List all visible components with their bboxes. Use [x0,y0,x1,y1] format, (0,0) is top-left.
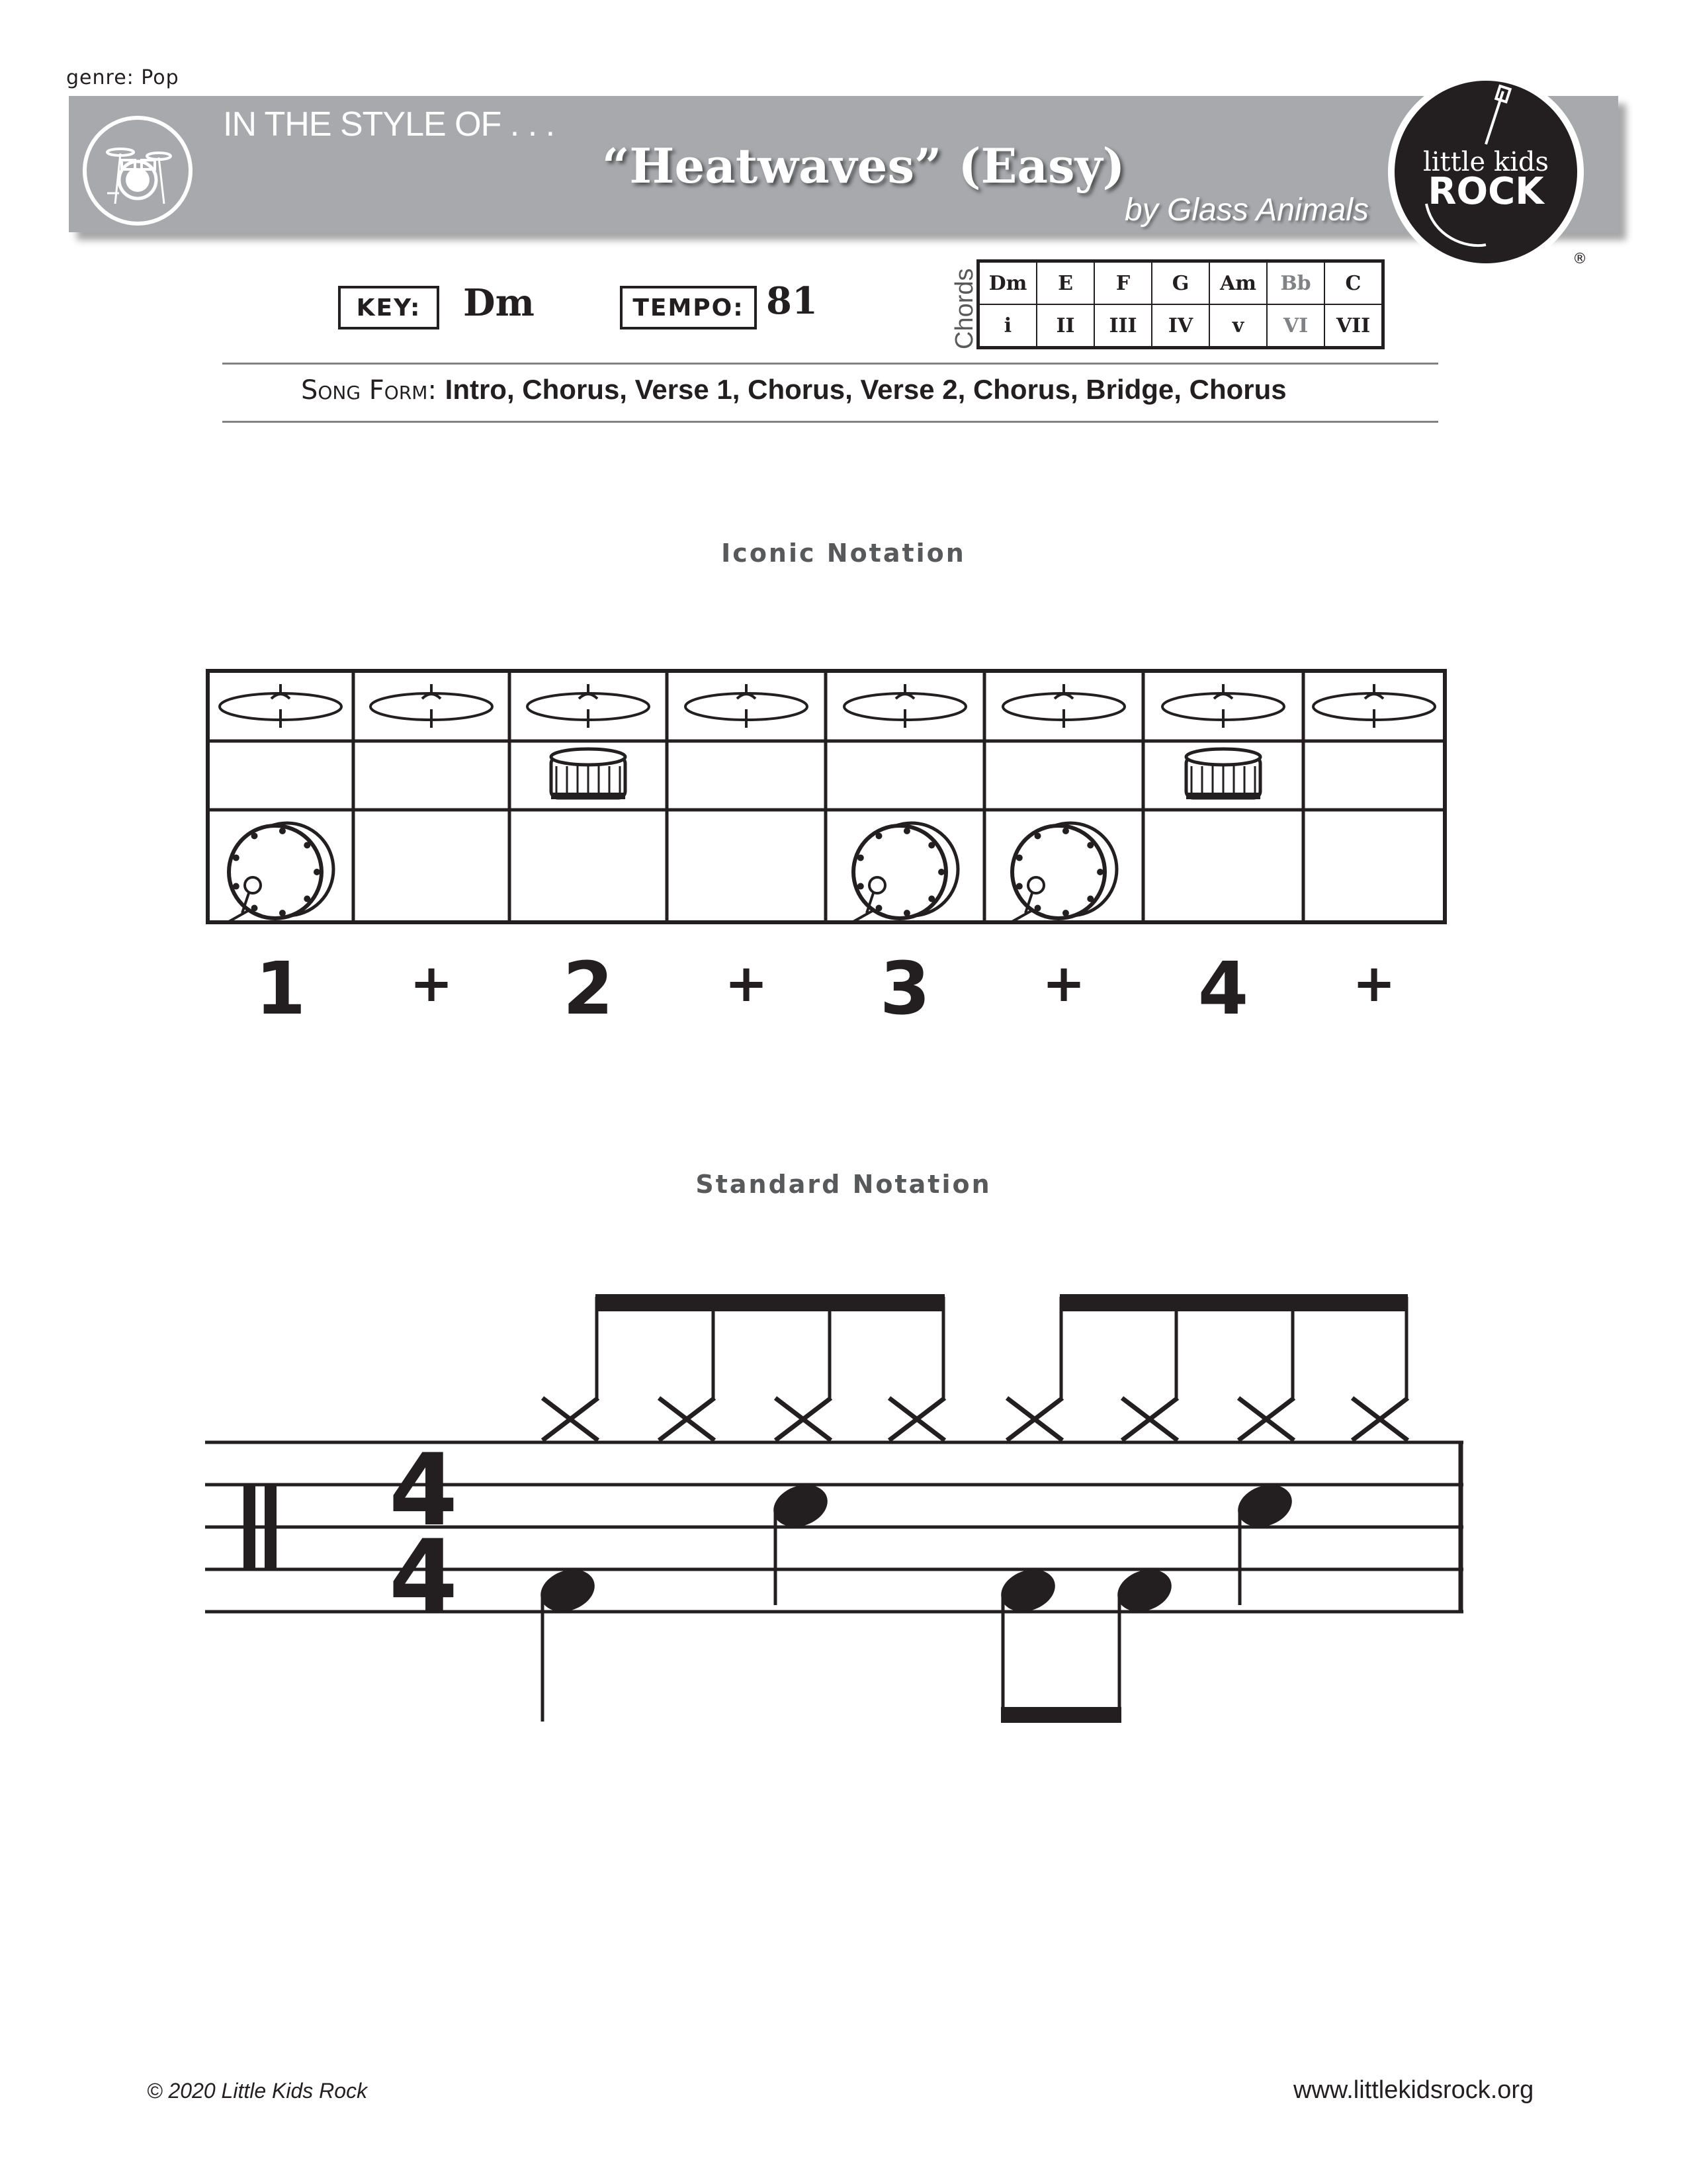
chord-numeral: II [1037,304,1094,348]
chord-name: G [1152,261,1209,305]
standard-notation-title: Standard Notation [695,1170,992,1199]
count-and: + [724,954,768,1014]
hi-hat-note [775,1297,831,1440]
hi-hat-note [542,1297,598,1440]
count-beat: 4 [1197,946,1249,1031]
hi-hat-icon [1162,684,1284,728]
chord-numeral: VI [1267,304,1324,348]
chord-numeral: IV [1152,304,1209,348]
style-of-label: IN THE STYLE OF . . . [223,105,555,144]
hi-hat-icon [220,684,341,728]
hi-hat-icon [844,684,966,728]
key-value: Dm [463,281,535,325]
percussion-clef [265,1485,277,1569]
count-beat: 2 [562,946,614,1031]
chord-names-row [978,261,1383,305]
little-kids-rock-logo [1387,71,1588,273]
beam [595,1294,945,1311]
standard-notation-staff [198,1277,1489,1753]
chord-name: F [1094,261,1152,305]
time-signature-bottom: 4 [388,1519,458,1634]
bass-drum-icon [1011,823,1117,922]
svg-text:Chords: Chords [951,268,978,349]
chord-name: C [1324,261,1383,305]
time-signature-top: 4 [388,1433,458,1548]
svg-text:little kids: little kids [1422,147,1549,177]
song-title: “Heatwaves” (Easy) [602,138,1125,194]
chords-side-label [947,265,980,351]
svg-text:ROCK: ROCK [1428,170,1544,213]
chord-numeral: VII [1324,304,1383,348]
count-and: + [1352,954,1396,1014]
chord-name: Am [1209,261,1267,305]
divider-top [222,363,1438,365]
song-form-label: Song Form: [301,375,437,406]
count-beat: 3 [879,946,931,1031]
hi-hat-note [1238,1297,1294,1440]
count-and: + [1042,954,1086,1014]
chord-name: Dm [978,261,1037,305]
hi-hat-note [1007,1297,1062,1440]
snare-drum-icon [551,749,625,799]
chord-name: E [1037,261,1094,305]
snare-drum-icon [1186,749,1260,799]
copyright: © 2020 Little Kids Rock [147,2079,368,2103]
tempo-label: TEMPO: [620,286,757,329]
artist-name: by Glass Animals [1125,193,1369,228]
count-and: + [410,954,453,1014]
hi-hat-note [1122,1297,1178,1440]
bass-drum-icon [852,823,958,922]
iconic-notation-grid [198,662,1455,939]
chord-name: Bb [1267,261,1324,305]
count-beat: 1 [255,946,306,1031]
svg-text:®: ® [1573,251,1587,267]
hi-hat-note [659,1297,714,1440]
song-form [301,374,1287,406]
website-url: www.littlekidsrock.org [1293,2076,1534,2104]
hi-hat-icon [527,684,649,728]
iconic-notation-title: Iconic Notation [721,539,966,568]
tempo-value: 81 [766,279,818,323]
beam [1001,1707,1121,1723]
hi-hat-icon [685,684,807,728]
genre-label: genre: Pop [66,66,179,89]
chord-numeral: v [1209,304,1267,348]
chord-table [976,259,1385,349]
bass-drum-icon [228,823,333,922]
percussion-clef [243,1485,255,1569]
hi-hat-note [1352,1297,1408,1440]
chord-numeral: i [978,304,1037,348]
hi-hat-icon [370,684,492,728]
chord-numerals-row [978,304,1383,348]
song-form-value: Intro, Chorus, Verse 1, Chorus, Verse 2, Chorus, Bridge, Chorus [445,374,1287,405]
beam [1060,1294,1408,1311]
hi-hat-icon [1313,684,1435,728]
divider-bottom [222,421,1438,423]
key-label: KEY: [338,286,439,329]
drum-kit-icon [81,114,195,228]
hi-hat-note [889,1297,945,1440]
hi-hat-icon [1003,684,1125,728]
chord-numeral: III [1094,304,1152,348]
